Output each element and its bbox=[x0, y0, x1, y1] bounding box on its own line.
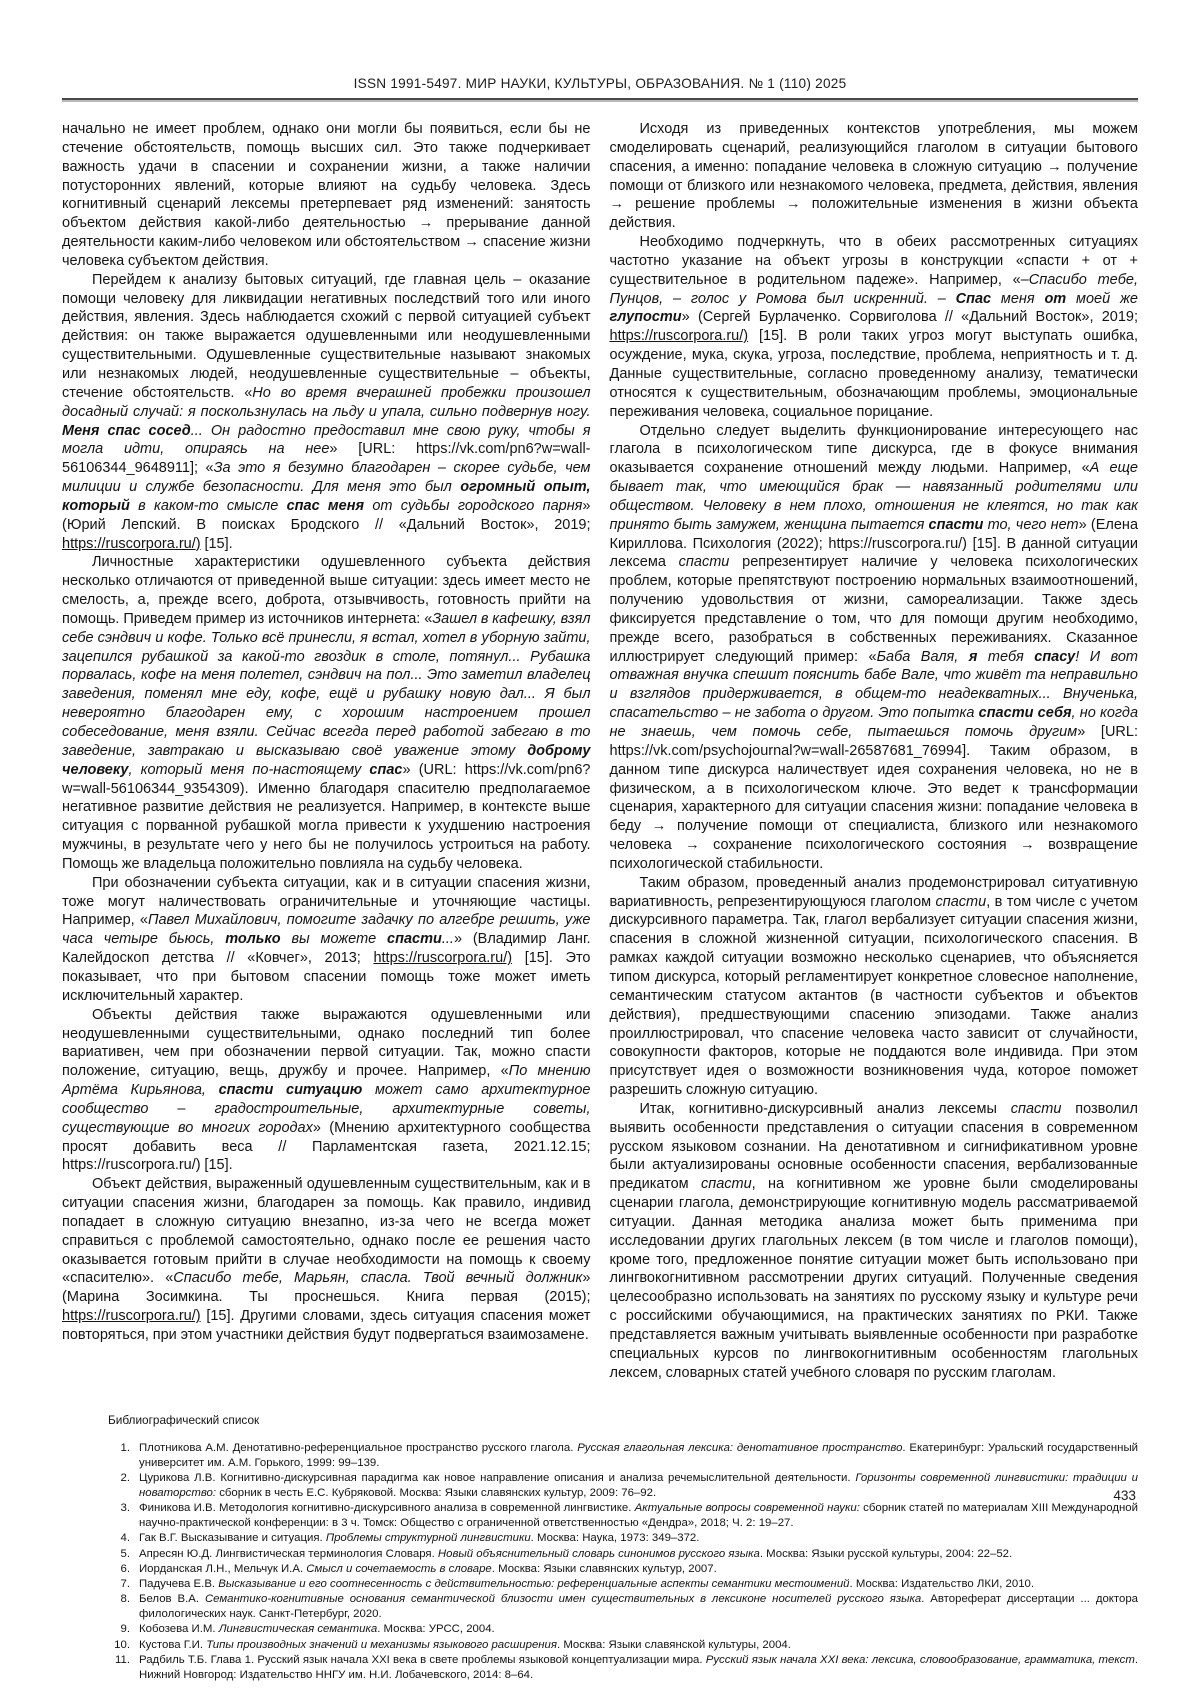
text-run: Объект действия, выраженный одушевленным существительным, как и в ситуации спасения жизни, благодарен за помощь. Как правило, индивид попадает в сложную ситуацию внезапно, из-за чего не всегда может справиться с проблемой самостоятельно, однако после ее решения часто оказывается готовым прийти в случае необходимости на помощь к своему «спасителю». « bbox=[62, 1176, 591, 1287]
bibliography-heading: Библиографический список bbox=[108, 1412, 260, 1427]
text-run: Цурикова Л.В. Когнитивно-дискурсивная парадигма как новое направление описания и анализа речемыслительной деятельности. bbox=[139, 1471, 856, 1484]
text-run: спасти bbox=[678, 554, 730, 571]
text-run: А еще бывает так, что имеющийся брак — навязанный родителями или обществом. Человеку в нем плохо, отношения не клеятся, но так как принято быть замужем, женщина пытается bbox=[609, 460, 1138, 533]
bibliography-item bbox=[108, 1441, 1138, 1471]
text-run: репрезентирует наличие у человека психологических проблем, которые препятствуют построению нормальных взаимоотношений, получению удовольствия от жизни, самореализации. Также здесь фиксируется представление о том, что для помощи другим необходимо, прежде всего, разобраться в собственных переживаниях. Сказанное иллюстрирует следующий пример: « bbox=[609, 554, 1138, 665]
text-run: спасти bbox=[1010, 1100, 1062, 1117]
text-run: . Екатеринбург: Уральский государственный университет им. А.М. Горького, 1999: 99–139. bbox=[139, 1441, 1138, 1469]
text-run: Плотникова А.М. Денотативно-референциальное пространство русского глагола. bbox=[139, 1441, 578, 1454]
bibliography-item-text bbox=[139, 1592, 1138, 1622]
text-run: Новый объяснительный словарь синонимов русского языка bbox=[437, 1547, 760, 1560]
text-run: огромный опыт, который bbox=[62, 479, 591, 514]
text-run: По мнению Артёма Кирьянова, bbox=[62, 1063, 591, 1099]
text-run: спас bbox=[369, 761, 403, 778]
bibliography-item bbox=[108, 1653, 1138, 1683]
text-run: Кустова Г.И. bbox=[139, 1638, 207, 1651]
url-text: https://ruscorpora.ru/) bbox=[609, 328, 749, 345]
text-run: . Автореферат диссертации ... доктора филологических наук. Санкт-Петербург, 2020. bbox=[139, 1593, 1139, 1621]
bibliography-item-number: 9. bbox=[120, 1623, 130, 1636]
bibliography-item-number: 11. bbox=[115, 1653, 130, 1666]
bibliography-item-number: 2. bbox=[120, 1471, 130, 1484]
text-run: » (Юрий Лепский. В поисках Бродского // «Дальний Восток», 2019; bbox=[62, 497, 591, 533]
bibliography-item bbox=[108, 1501, 1138, 1531]
text-run: ... bbox=[441, 931, 454, 948]
text-run: Зашел в кафешку, взял себе сэндвич и кофе. Только всё принесли, я встал, хотел в уборную зайти, зацепился рубашкой за какой-то гвоздик в столе, потянул... Рубашка порвалась, кофе на меня полетел, сэндвич на пол... Это заметил владелец заведения, поменял мне еду, кофе, ещё и рубашку новую дал... Я был невероятно благодарен ему, с хорошим настроением прошел собеседование, меня взяли. Сейчас всегда перед работой забегаю в то заведение, завтракаю и высказываю своё уважение этому bbox=[62, 610, 591, 759]
text-run: . Москва: Языки славянской культуры, 2004. bbox=[556, 1638, 791, 1651]
text-run: , в том числе с учетом дискурсивного параметра. Так, глагол вербализует ситуации спасения жизни, спасения в сложной жизненной ситуации, психологического спасения. В рамках каждой ситуации возможно несколько сценариев, что объясняется типом дискурса, который регламентирует конкретное словесное наполнение, семантическим статусом актантов (в частности субъектов и объектов действия), предшествующими спасению эпизодами. Также анализ проиллюстрировал, что спасение человека часто зависит от случайности, совокупности факторов, которые не поддаются воле индивида. При этом присутствует идея о возможности возникновения чуда, которое поможет разрешить сложную ситуацию. bbox=[609, 893, 1138, 1099]
left-column bbox=[62, 120, 591, 1383]
text-run: я bbox=[968, 648, 978, 665]
text-run: [15]. Другими словами, здесь ситуация спасения может повторяться, при этом участники действия будут подвергаться взаимозамене. bbox=[62, 1308, 591, 1343]
text-run: спас меня bbox=[286, 497, 365, 514]
text-run: Падучева Е.В. bbox=[139, 1577, 219, 1590]
text-run: Типы производных значений и механизмы языкового расширения bbox=[206, 1638, 557, 1651]
paragraph bbox=[610, 233, 1139, 421]
text-run: Объекты действия также выражаются одушевленными или неодушевленными существительными, однако последний тип более вариативен, чем при обозначении первой ситуации. Так, можно спасти положение, ситуацию, вещь, дружбу и прочее. Например, « bbox=[62, 1006, 591, 1080]
text-run: Семантико-когнитивные основания семантической близости имен существительных в лексиконе носителей русского языка bbox=[204, 1593, 922, 1606]
text-run: спасти bbox=[387, 931, 442, 948]
bibliography-item-number: 1. bbox=[120, 1441, 130, 1454]
text-run: » (Сергей Бурлаченко. Сорвиголова // «Дальний Восток», 2019; bbox=[681, 309, 1138, 326]
bibliography-item-text bbox=[139, 1638, 1138, 1653]
bibliography-item-number: 8. bbox=[120, 1593, 130, 1606]
text-run: сборник в честь Е.С. Кубряковой. Москва: Языки славянских культур, 2009: 76–92. bbox=[216, 1487, 657, 1499]
text-run: Кобозева И.М. bbox=[139, 1623, 219, 1636]
text-run: сборник статей по материалам XIII Международной научно-практической конференции: в 3 ч. Томск: Общество с ограниченной ответственностью «Дендра», 2018; Ч. 2: 19–27. bbox=[139, 1502, 1138, 1530]
bibliography-item-text bbox=[139, 1531, 1138, 1546]
text-run: » (URL: https://vk.com/pn6?w=wall-56106344_9354309). Именно благодаря спасителю предполагаемое негативное развитие действия не реализуется. Например, в контексте выше ситуация с порванной рубашкой могла привести к ухудшению настроения мужчины, в результате чего у него бы не получилось устроиться на работу. Помощь же владельца положительно повлияла на судьбу человека. bbox=[62, 761, 591, 872]
text-run: Русская глагольная лексика: денотативное пространство bbox=[577, 1441, 903, 1454]
text-run: от bbox=[1044, 290, 1067, 307]
text-run: , но когда не знаешь, чем помочь себе, пытаешься помочь другим bbox=[609, 705, 1139, 740]
paragraph bbox=[62, 874, 591, 1006]
bibliography-item-number: 7. bbox=[120, 1577, 130, 1590]
text-run: Итак, когнитивно-дискурсивный анализ лексемы bbox=[639, 1100, 1011, 1117]
paragraph bbox=[610, 422, 1139, 874]
text-run: ... Он радостно предоставил мне свою руку, чтобы я могла идти, опираясь на нее bbox=[62, 422, 591, 458]
bibliography-item-text bbox=[139, 1471, 1138, 1501]
bibliography-item bbox=[108, 1622, 1138, 1637]
text-run: , который меня по-настоящему bbox=[128, 761, 370, 778]
bibliography-item bbox=[108, 1547, 1138, 1562]
text-run: от судьбы городского парня bbox=[364, 497, 583, 514]
text-run: » (Елена Кириллова. Психология (2022); https://ruscorpora.ru/) [15]. В данной ситуации лексема bbox=[609, 516, 1139, 571]
text-run: тебя bbox=[977, 648, 1035, 665]
text-run: доброму человеку bbox=[62, 742, 591, 778]
text-run: начально не имеет проблем, однако они могли бы появиться, если бы не стечение обстоятельств, помощь высших сил. Это также подчеркивает важность удачи в спасении и сохранении жизни, а также наличии потусторонних явлений, которые влияют на судьбу человека. Здесь когнитивный сценарий лексемы претерпевает ряд изменений: занятость объектом действия какой-либо деятельностью → прерывание данной деятельности каким-либо человеком или обстоятельством → спасение жизни человека субъектом действия. bbox=[62, 121, 591, 269]
bibliography-item-number: 3. bbox=[120, 1502, 130, 1515]
text-run: спасти ситуацию bbox=[218, 1082, 363, 1099]
paragraph bbox=[62, 271, 591, 554]
text-run: [15]. В роли таких угроз могут выступать ошибка, осуждение, мука, скука, угроза, последствие, проблема, неприятность и т. д. Данные существительные, согласно проведенному анализу, тематически относятся к существительным, обозначающим проблемы, эмоциональные переживания человека, социальное порицание. bbox=[609, 328, 1138, 420]
bibliography-item-number: 6. bbox=[120, 1562, 130, 1575]
text-run: –Спасибо тебе, Пунцов, – голос у Ромова был искренний. – bbox=[609, 271, 1138, 307]
text-run: Проблемы структурной лингвистики bbox=[325, 1532, 531, 1545]
text-run: вы можете bbox=[280, 931, 388, 948]
paragraph bbox=[62, 1006, 591, 1176]
text-run: спасу bbox=[1034, 648, 1076, 665]
bibliography-item-number: 5. bbox=[120, 1547, 130, 1560]
journal-header-issn-line: ISSN 1991-5497. МИР НАУКИ, КУЛЬТУРЫ, ОБРАЗОВАНИЯ. № 1 (110) 2025 bbox=[353, 76, 847, 91]
text-run: » [URL: https://vk.com/psychojournal?w=wall-26587681_76994]. Таким образом, в данном типе дискурса наличествует идея сохранения человека, но не в физическом, а в психологическом ключе. Это ведет к трансформации сценария, характерного для ситуации спасения жизни: попадание человека в беду → получение помощи от специалиста, близкого или незнакомого человека → сохранение психологического состояния → возвращение психологической стабильности. bbox=[609, 724, 1138, 872]
bibliography-item-text bbox=[139, 1577, 1138, 1592]
text-run: ! И вот отважная внучка спешит пояснить бабе Вале, что живёт та неправильно и взглядов придерживается, в общем-то неадекватных... Внученька, спасательство – не забота о другом. Это попытка bbox=[609, 648, 1139, 722]
text-run: Радбиль Т.Б. Глава 1. Русский язык начала XXI века в свете проблемы языковой концептуализации мира. bbox=[139, 1653, 706, 1666]
text-run: . Москва: Наука, 1973: 349–372. bbox=[530, 1532, 700, 1545]
text-run: меня bbox=[991, 290, 1045, 307]
text-run: Павел Михайлович, помогите задачку по алгебре решить, уже часа четыре бьюсь, bbox=[62, 912, 591, 948]
text-run: Перейдем к анализу бытовых ситуаций, где главная цель – оказание помощи человеку для ликвидации негативных последствий того или иного действия, явления. Здесь наблюдается схожий с первой ситуацией субъект действия: он также выражается одушевленными или неодушевленными существительными. Одушевленные существительные называют знакомых или незнакомых людей, неодушевленные существительные – объекты, стечение обстоятельств. « bbox=[62, 271, 591, 401]
text-run: Апресян Ю.Д. Лингвистическая терминология Словаря. bbox=[139, 1547, 438, 1560]
paragraph bbox=[62, 553, 591, 873]
text-run: может само архитектурное сообщество – градостроительные, архитектурные советы, существующие во многих городах bbox=[62, 1082, 591, 1136]
paragraph bbox=[610, 874, 1139, 1100]
text-run: только bbox=[225, 931, 281, 948]
text-run: Необходимо подчеркнуть, что в обеих рассмотренных ситуациях частотно указание на объект угрозы в конструкции «спасти + от + существительное в родительном падеже». Например, « bbox=[609, 234, 1138, 288]
right-column bbox=[610, 120, 1139, 1383]
text-run: . Нижний Новгород: Издательство ННГУ им. Н.И. Лобачевского, 2014: 8–64. bbox=[139, 1653, 1138, 1681]
text-run: Финикова И.В. Методология когнитивно-дискурсивного анализа в современной лингвистике. bbox=[139, 1502, 635, 1515]
article-body bbox=[62, 120, 1138, 1383]
bibliography-item bbox=[108, 1577, 1138, 1592]
bibliography-item bbox=[108, 1471, 1138, 1501]
bibliography-item-number: 4. bbox=[120, 1532, 130, 1545]
bibliography-item-number: 10. bbox=[114, 1638, 130, 1651]
text-run: Иорданская Л.Н., Мельчук И.А. bbox=[139, 1562, 307, 1575]
paragraph bbox=[610, 120, 1139, 233]
text-run: в каком-то смысле bbox=[129, 497, 287, 514]
text-run: Гак В.Г. Высказывание и ситуация. bbox=[139, 1532, 326, 1545]
paragraph bbox=[62, 120, 591, 271]
url-text: https://ruscorpora.ru/) bbox=[373, 950, 513, 967]
text-run: спасти bbox=[700, 1176, 752, 1193]
text-run: спасти bbox=[928, 516, 984, 533]
text-run: Горизонты современной лингвистики: традиции и новаторство: bbox=[139, 1471, 1138, 1499]
text-run: [15]. bbox=[200, 535, 233, 552]
text-run: » (Владимир Ланг. Калейдоскоп детства // «Ковчег», 2013; bbox=[62, 931, 591, 967]
text-run: » (Марина Зосимкина. Ты проснешься. Книга первая (2015); bbox=[62, 1270, 591, 1306]
text-run: . Москва: Языки русской культуры, 2004: 22–52. bbox=[759, 1547, 1013, 1560]
text-run: моей же bbox=[1066, 290, 1138, 307]
text-run: » [URL: https://vk.com/pn6?w=wall-56106344_9648911]; « bbox=[62, 441, 591, 477]
text-run: позволил выявить особенности представления о ситуации спасения в современном русском языковом сознании. На денотативном и сигнификативном уровне были актуализированы основные особенности спасения, вербализованные предикатом bbox=[609, 1100, 1138, 1193]
text-run: глупости bbox=[609, 309, 682, 326]
bibliography-item-text bbox=[139, 1653, 1138, 1683]
text-run: Лингвистическая семантика bbox=[218, 1623, 378, 1636]
bibliography-item-text bbox=[139, 1547, 1138, 1562]
text-run: Актуальные вопросы современной науки: bbox=[634, 1502, 860, 1515]
text-run: За это я безумно благодарен – скорее судьбе, чем милиции и службе безопасности. Для меня это был bbox=[62, 460, 591, 496]
text-run: Но во время вчерашней пробежки произошел досадный случай: я поскользнулась на льду и упала, сильно подвернув ногу. bbox=[62, 384, 591, 420]
bibliography-item-text bbox=[139, 1622, 1138, 1637]
header-rule bbox=[62, 98, 1138, 102]
text-run: При обозначении субъекта ситуации, как и в ситуации спасения жизни, тоже могут наличествовать ограничительные и уточняющие частицы. Например, « bbox=[62, 874, 591, 929]
text-run: спасти себя bbox=[978, 705, 1072, 722]
text-run: Спас bbox=[955, 290, 992, 307]
text-run: Меня спас сосед bbox=[62, 422, 191, 439]
text-run: Смысл и сочетаемость в словаре bbox=[306, 1562, 492, 1575]
bibliography-item bbox=[108, 1592, 1138, 1622]
text-run: » (Мнению архитектурного сообщества просят добавить веса // Парламентская газета, 2021.12.15; https://ruscorpora.ru/) [15]. bbox=[62, 1119, 591, 1174]
text-run: Спасибо тебе, Марьян, спасла. Твой вечный должник bbox=[173, 1270, 583, 1287]
bibliography-section bbox=[62, 1413, 1138, 1684]
bibliography-list bbox=[108, 1441, 1138, 1684]
text-run: Отдельно следует выделить функционирование интересующего нас глагола в психологическом типе дискурса, где в фокусе внимания оказывается сохранение отношений между людьми. Например, « bbox=[609, 422, 1138, 477]
text-run: . Москва: Издательство ЛКИ, 2010. bbox=[849, 1577, 1035, 1590]
text-run: Русский язык начала XXI века: лексика, словообразование, грамматика, текст bbox=[705, 1653, 1135, 1666]
text-run: спасти bbox=[935, 893, 987, 910]
text-run: Высказывание и его соотнесенность с действительностью: референциальные аспекты семантики местоимений bbox=[218, 1577, 850, 1590]
bibliography-item-text bbox=[139, 1501, 1138, 1531]
text-run: . Москва: Языки славянских культур, 2007. bbox=[491, 1562, 717, 1575]
text-run: Белов В.А. bbox=[139, 1593, 205, 1606]
text-run: [15]. Это показывает, что при бытовом спасении помощь тоже может иметь исключительный характер. bbox=[62, 950, 591, 1004]
text-run: Исходя из приведенных контекстов употребления, мы можем смоделировать сценарий, реализующийся глаголом в ситуации бытового спасения, а именно: попадание человека в сложную ситуацию → получение помощи от близкого или незнакомого человека, предмета, действия, явления → решение проблемы → положительные изменения в жизни объекта действия. bbox=[609, 121, 1138, 232]
text-run: Таким образом, проведенный анализ продемонстрировал ситуативную вариативность, репрезентирующуюся глаголом bbox=[609, 874, 1138, 910]
url-text: https://ruscorpora.ru/) bbox=[62, 535, 201, 552]
paragraph bbox=[62, 1175, 591, 1345]
url-text: https://ruscorpora.ru/) bbox=[62, 1308, 201, 1325]
bibliography-item-text bbox=[139, 1441, 1138, 1471]
bibliography-item bbox=[108, 1638, 1138, 1653]
bibliography-item bbox=[108, 1562, 1138, 1577]
bibliography-item-text bbox=[139, 1562, 1138, 1577]
page-number: 433 bbox=[1113, 1488, 1136, 1503]
text-run: , на когнитивном же уровне были смоделированы сценарии глагола, демонстрирующие когнитивную модель рассматриваемой ситуации. Данная методика анализа может быть применима при исследовании других глагольных лексем (в том числе и глаголов помощи), кроме того, предложенное понятие ситуации может быть использовано при лингвокогнитивном рассмотрении других ситуаций. Полученные сведения целесообразно использовать на занятиях по русскому языку и культуре речи с российскими обучающимися, на практических занятиях по РКИ. Также представляется важным учитывать выявленные особенности при разработке специальных курсов по лингвокогнитивным особенностям глагольных лексем, словарных статей учебного словаря по русским глаголам. bbox=[609, 1176, 1138, 1381]
text-run: Личностные характеристики одушевленного субъекта действия несколько отличаются от приведенной выше ситуации: здесь имеет место не смелость, а, прежде всего, доброта, отзывчивость, готовность прийти на помощь. Приведем пример из источников интернета: « bbox=[62, 554, 591, 627]
paragraph bbox=[610, 1100, 1139, 1383]
bibliography-item bbox=[108, 1531, 1138, 1546]
text-run: то, чего нет bbox=[983, 516, 1079, 533]
text-run: Баба Валя, bbox=[876, 648, 969, 665]
text-run: . Москва: УРСС, 2004. bbox=[377, 1623, 495, 1636]
